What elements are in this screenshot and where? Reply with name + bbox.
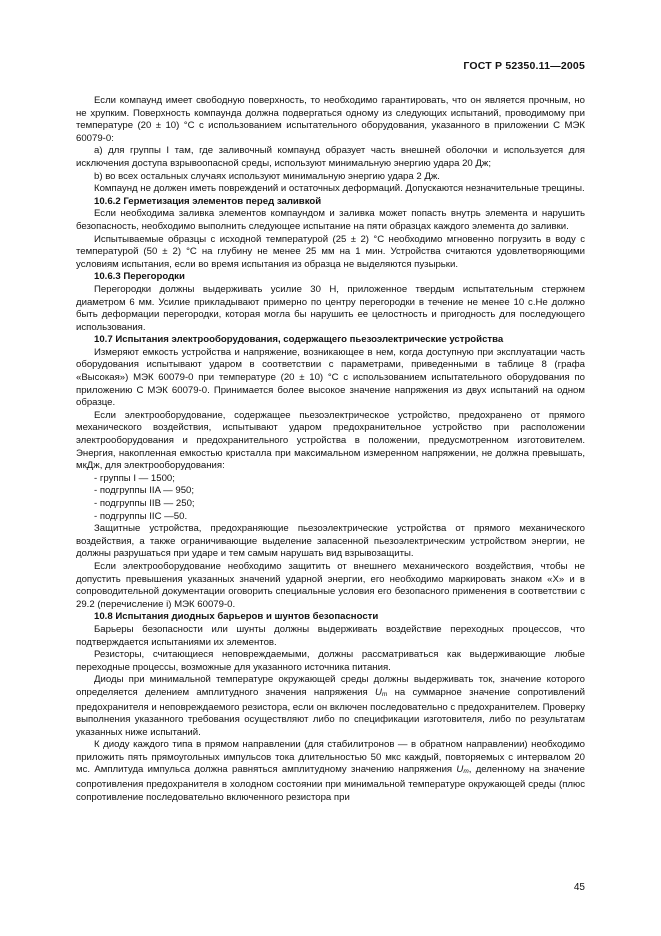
paragraph: Барьеры безопасности или шунты должны выдерживать воздействие переходных процессов, что подтверждается испытаниями их элементов.: [76, 623, 585, 648]
paragraph: Если необходима заливка элементов компаундом и заливка может попасть внутрь элемента и нарушить безопасность, необходимо выполнить следующее испытание на пяти образцах каждого элемента до заливки.: [76, 208, 585, 232]
paragraph: Испытываемые образцы с исходной температурой (25 ± 2) °С необходимо мгновенно погрузить в воду с температурой (50 ± 2) °С на глубину не менее 25 мм на 1 мин. Устройства считаются удовлетворяющими условиям испытания, если во время испытания из образца не выделяются пузырьки.: [76, 233, 585, 270]
text-run: , деленному на значение сопротивления предохранителя в холодном состоянии при минимальной температуре окружающей среды (плюс сопротивление последовательно включенного резистора при: [76, 764, 585, 803]
paragraph: Резисторы, считающиеся неповреждаемыми, должны рассматриваться как выдерживающие любые переходные процессы, возможные для указанного источника питания.: [76, 649, 585, 673]
list-item: - группы I — 1500;: [94, 472, 175, 484]
section-heading: 10.6.2 Герметизация элементов перед заливкой: [94, 195, 322, 207]
paragraph: Если электрооборудование необходимо защитить от внешнего механического воздействия, чтобы не допустить превышения указанных значений ударной энергии, его необходимо маркировать знаком «Х» и в сопроводительной документации оговорить специальные условия его безопасного применения в соответствии с 29.2 (перечисление i) МЭК 60079-0.: [76, 560, 585, 610]
text-run: на суммарное значение сопротивлений предохранителя и неповреждаемого резистора, если он включен последовательно с предохранителем. Проверку выполнения указанного требования осуществляют либо по спецификации изготовителя, либо по результатам указанных ниже испытаний.: [76, 686, 586, 738]
list-item: - подгруппы IIC —50.: [94, 510, 188, 522]
text-run: Диоды при минимальной температуре окружающей среды должны выдерживать ток, значение которого определяется делением амплитудного значения напряжения: [76, 674, 585, 698]
text-run: К диоду каждого типа в прямом направлении (для стабилитронов — в обратном направлении) необходимо приложить пять прямоугольных импульсов тока длительностью 50 мкс каждый, повторяемых с интервалом 20 мс. Амплитуда импульса должна равняться амплитудному значению напряжения: [76, 739, 585, 776]
symbol-sub: m: [463, 768, 469, 776]
paragraph: Если электрооборудование, содержащее пьезоэлектрическое устройство, предохранено от прямого механического воздействия, испытывают ударом предохранительное устройство при расположении электрооборудования и предохранительного устройства в положении, предусмотренном изготовителем. Энергия, накопленная емкостью кристалла при максимальном измеренном напряжении, не должна превышать, мкДж, для электрооборудования:: [76, 409, 585, 472]
section-heading: 10.6.3 Перегородки: [94, 271, 185, 283]
list-item: - подгруппы IIB — 250;: [94, 498, 195, 509]
symbol-main: U: [456, 764, 464, 776]
list-item: - подгруппы IIA — 950;: [94, 485, 195, 497]
paragraph: Защитные устройства, предохраняющие пьезоэлектрические устройства от прямого механического воздействия, а также ограничивающие выделение запасенной пьезоэлектрическим устройством энергии, не должны разрушаться при ударе и тем самым нарушать вид взрывозащиты.: [76, 523, 585, 560]
section-heading: 10.8 Испытания диодных барьеров и шунтов безопасности: [94, 611, 379, 623]
symbol-sub: m: [381, 690, 388, 698]
symbol-main: U: [374, 686, 382, 698]
paragraph: [76, 674, 585, 739]
list-item: b) во всех остальных случаях используют минимальную энергию удара 2 Дж.: [94, 170, 440, 182]
document-body: [76, 95, 585, 804]
paragraph: [76, 739, 585, 804]
voltage-symbol: [456, 764, 468, 775]
document-header: ГОСТ Р 52350.11—2005: [463, 60, 585, 72]
list-item: а) для группы I там, где заливочный компаунд образует часть внешней оболочки и используется для исключения доступа взрывоопасной среды, используют минимальную энергию удара 20 Дж;: [76, 145, 585, 169]
voltage-symbol: [375, 687, 387, 698]
paragraph: Компаунд не должен иметь повреждений и остаточных деформаций. Допускаются незначительные трещины.: [94, 183, 585, 195]
paragraph: Перегородки должны выдерживать усилие 30 Н, приложенное твердым испытательным стержнем диаметром 6 мм. Усилие прикладывают примерно по центру перегородки в течение не менее 10 с.Не должно быть деформации перегородки, которая могла бы нарушить ее целостность и пригодность для последующего использования.: [76, 283, 585, 333]
paragraph: Если компаунд имеет свободную поверхность, то необходимо гарантировать, что он является прочным, но не хрупким. Поверхность компаунда должна подвергаться одному из следующих испытаний, проводимому при температуре (20 ± 10) °С с использованием испытательного оборудования, указанного в приложении С МЭК 60079-0:: [76, 95, 585, 144]
paragraph: Измеряют емкость устройства и напряжение, возникающее в нем, когда доступную при эксплуатации часть оборудования испытывают ударом в соответствии с параметрами, приведенными в таблице 8 (графа «Высокая») МЭК 60079-0 при температуре (20 ± 10) °С с использованием испытательного оборудования по приложению С МЭК 60079-0. Принимается более высокое значение напряжения из двух испытаний на одном образце.: [76, 346, 585, 409]
page-number: 45: [573, 882, 585, 893]
section-heading: 10.7 Испытания электрооборудования, содержащего пьезоэлектрические устройства: [94, 334, 504, 346]
